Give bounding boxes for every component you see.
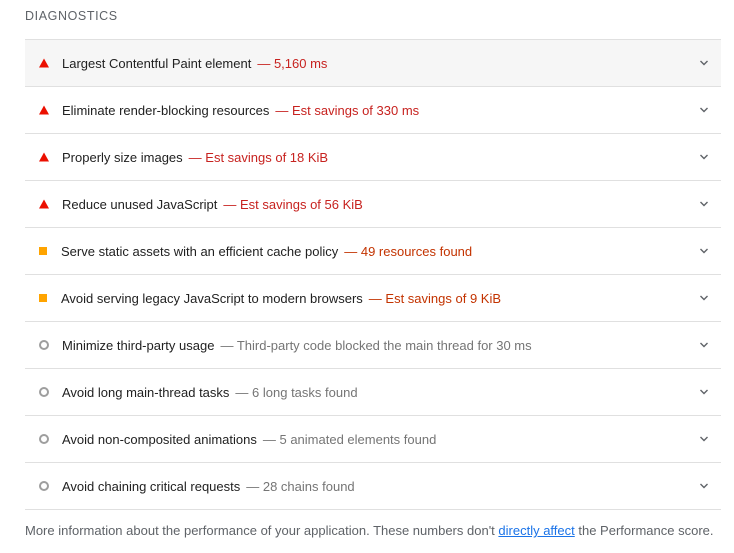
chevron-down-icon[interactable]	[699, 481, 709, 491]
audit-list	[25, 39, 721, 510]
gray-circle-icon	[39, 434, 49, 444]
audit-row-size-images[interactable]	[25, 134, 721, 181]
audit-title: Eliminate render-blocking resources	[62, 102, 270, 118]
red-triangle-icon	[39, 153, 49, 162]
audit-detail: — Est savings of 18 KiB	[188, 149, 329, 165]
orange-square-icon	[39, 294, 47, 302]
audit-row-long-tasks[interactable]	[25, 369, 721, 416]
audit-detail: — 5 animated elements found	[262, 431, 437, 447]
audit-row-third-party[interactable]	[25, 322, 721, 369]
audit-row-legacy-js[interactable]	[25, 275, 721, 322]
chevron-down-icon[interactable]	[699, 199, 709, 209]
audit-title: Avoid non-composited animations	[62, 431, 257, 447]
audit-detail: — Est savings of 9 KiB	[368, 290, 502, 306]
footer-text-before: More information about the performance of your application. These numbers don't	[25, 523, 499, 538]
audit-row-critical-requests[interactable]	[25, 463, 721, 510]
audit-title: Largest Contentful Paint element	[62, 55, 252, 71]
audit-title: Avoid long main-thread tasks	[62, 384, 230, 400]
audit-row-cache-policy[interactable]	[25, 228, 721, 275]
audit-title: Serve static assets with an efficient cache policy	[61, 243, 339, 259]
audit-detail: — 28 chains found	[246, 478, 355, 494]
chevron-down-icon[interactable]	[699, 58, 709, 68]
audit-detail: — 49 resources found	[344, 243, 473, 259]
gray-circle-icon	[39, 340, 49, 350]
red-triangle-icon	[39, 59, 49, 68]
chevron-down-icon[interactable]	[699, 434, 709, 444]
audit-detail: — Est savings of 330 ms	[275, 102, 420, 118]
audit-detail: — Est savings of 56 KiB	[223, 196, 363, 212]
audit-title: Avoid chaining critical requests	[62, 478, 241, 494]
audit-detail: — Third-party code blocked the main thread for 30 ms	[220, 337, 532, 353]
chevron-down-icon[interactable]	[699, 293, 709, 303]
audit-detail: — 5,160 ms	[257, 55, 328, 71]
audit-row-non-composited[interactable]	[25, 416, 721, 463]
orange-square-icon	[39, 247, 47, 255]
red-triangle-icon	[39, 106, 49, 115]
audit-row-unused-js[interactable]	[25, 181, 721, 228]
audit-row-lcp-element[interactable]	[25, 40, 721, 87]
footer-note	[25, 523, 714, 538]
audit-detail: — 6 long tasks found	[235, 384, 358, 400]
audit-title: Minimize third-party usage	[62, 337, 215, 353]
audit-title: Properly size images	[62, 149, 183, 165]
audit-row-render-blocking[interactable]	[25, 87, 721, 134]
footer-text-after: the Performance score.	[574, 523, 714, 538]
section-title: DIAGNOSTICS	[25, 9, 118, 23]
chevron-down-icon[interactable]	[699, 246, 709, 256]
chevron-down-icon[interactable]	[699, 340, 709, 350]
audit-title: Avoid serving legacy JavaScript to modern browsers	[61, 290, 363, 306]
chevron-down-icon[interactable]	[699, 152, 709, 162]
gray-circle-icon	[39, 481, 49, 491]
chevron-down-icon[interactable]	[699, 387, 709, 397]
gray-circle-icon	[39, 387, 49, 397]
directly-affect-link[interactable]: directly affect	[498, 523, 575, 538]
audit-title: Reduce unused JavaScript	[62, 196, 218, 212]
chevron-down-icon[interactable]	[699, 105, 709, 115]
red-triangle-icon	[39, 200, 49, 209]
